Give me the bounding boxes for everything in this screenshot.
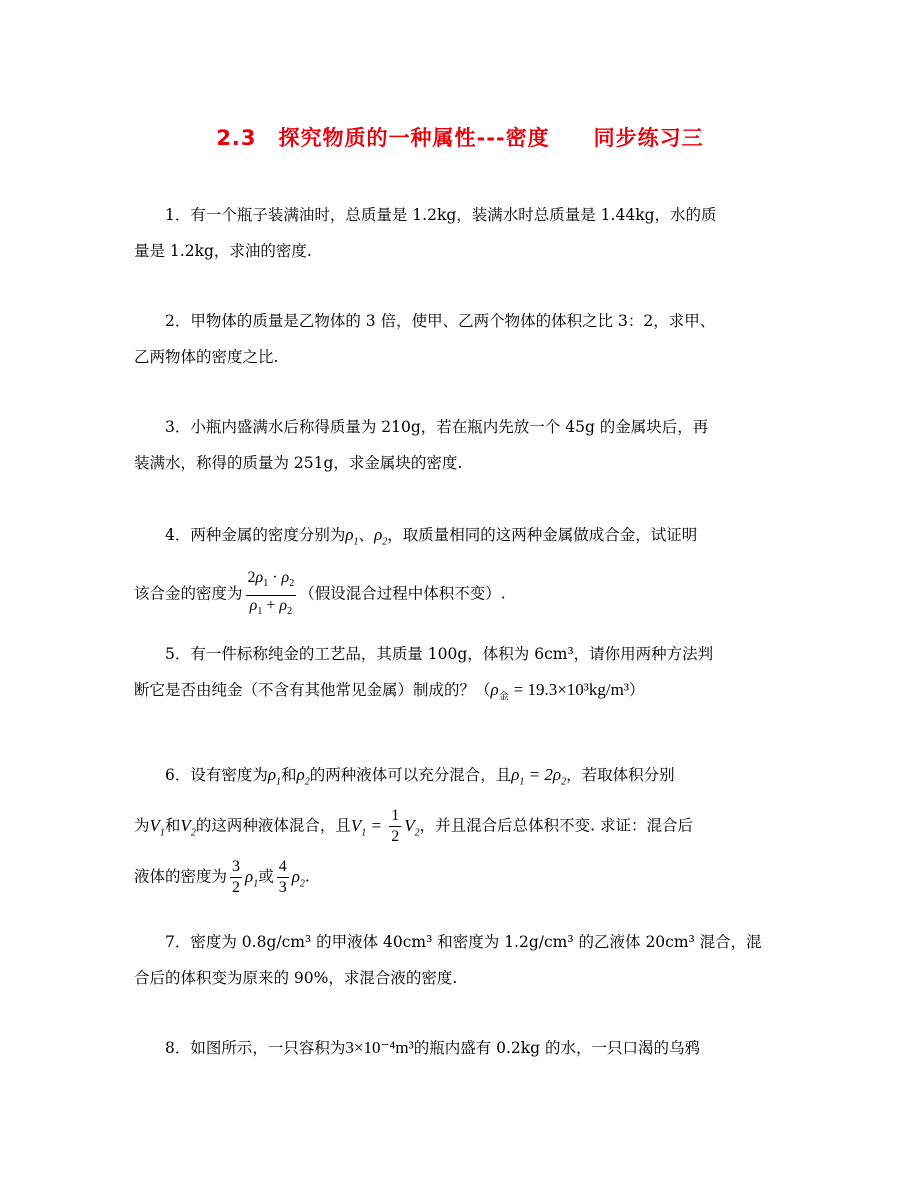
- question-5: [134, 636, 794, 715]
- question-6-line-3: 液体的密度为 $\frac{3}{2}$ $\rho_1$或 $\frac{4}{3}$ $\rho_2$.: [134, 858, 310, 897]
- question-1-line-2: 量是 1.2kg，求油的密度.: [134, 242, 312, 260]
- question-7: [134, 924, 794, 996]
- density-relation: $\rho_1 = 2\rho_2$: [511, 765, 567, 788]
- question-1-line-1: 1．有一个瓶子装满油时，总质量是 1.2kg，装满水时总质量是 1.44kg，水的质: [165, 206, 717, 224]
- question-5-line-1: 5．有一件标称纯金的工艺品，其质量 100g，体积为 6cm³，请你用两种方法判: [165, 645, 714, 663]
- question-2-line-1: 2．甲物体的质量是乙物体的 3 倍，使甲、乙两个物体的体积之比 3：2，求甲、: [165, 312, 716, 330]
- question-6-line-1: 6．设有密度为$\rho_1$和$\rho_2$的两种液体可以充分混合，且$\rho_1 = 2\rho_2$，若取体积分别: [165, 765, 675, 788]
- question-3: [134, 409, 794, 481]
- question-8: [134, 1030, 794, 1066]
- question-3-line-2: 装满水，称得的质量为 251g，求金属块的密度.: [134, 454, 463, 472]
- page-title: 2.3 探究物质的一种属性---密度 同步练习三: [216, 126, 704, 150]
- volume-relation: $V_1$ =: [350, 815, 382, 839]
- question-5-line-2: 断它是否由纯金（不含有其他常见金属）制成的？$(\rho_金 = 19.3\times 10^3kg/m^3)$: [134, 680, 645, 703]
- question-7-line-2: 合后的体积变为原来的 90%，求混合液的密度.: [134, 969, 458, 987]
- question-2: [134, 303, 794, 375]
- question-6-line-2: 为$V_1$和$V_2$的这两种液体混合，且$V_1$ = $\frac{1}{2}$ $V_2$，并且混合后总体积不变. 求证：混合后: [134, 807, 693, 846]
- rho1-symbol: $\rho_1$: [345, 525, 359, 548]
- rho2-symbol: $\rho_2$: [374, 525, 388, 548]
- question-4-line-2: 该合金的密度为 $\frac{2\rho_1 \cdot \rho_2}{\rho_1 + \rho_2}$ （假设混合过程中体积不变）.: [134, 568, 794, 621]
- question-4: [134, 517, 794, 622]
- question-2-line-2: 乙两物体的密度之比.: [134, 348, 279, 366]
- question-8-line-1: 8．如图所示，一只容积为3×10⁻⁴m³的瓶内盛有 0.2kg 的水，一只口渴的乌鸦: [165, 1038, 701, 1057]
- question-3-line-1: 3．小瓶内盛满水后称得质量为 210g，若在瓶内先放一个 45g 的金属块后，再: [165, 418, 709, 436]
- question-7-line-1: 7．密度为 0.8g/cm³ 的甲液体 40cm³ 和密度为 1.2g/cm³ 的乙液体 20cm³ 混合，混: [165, 933, 762, 951]
- question-6: [134, 757, 794, 902]
- rho-gold-symbol: $\rho_金$: [490, 680, 509, 703]
- question-1: [134, 197, 794, 269]
- question-4-line-1: 4．两种金属的密度分别为$\rho_1$、$\rho_2$，取质量相同的这两种金属做成合金，试证明: [165, 525, 698, 548]
- alloy-density-fraction: $\frac{2\rho_1 \cdot \rho_2}{\rho_1 + \rho_2}$: [247, 569, 295, 617]
